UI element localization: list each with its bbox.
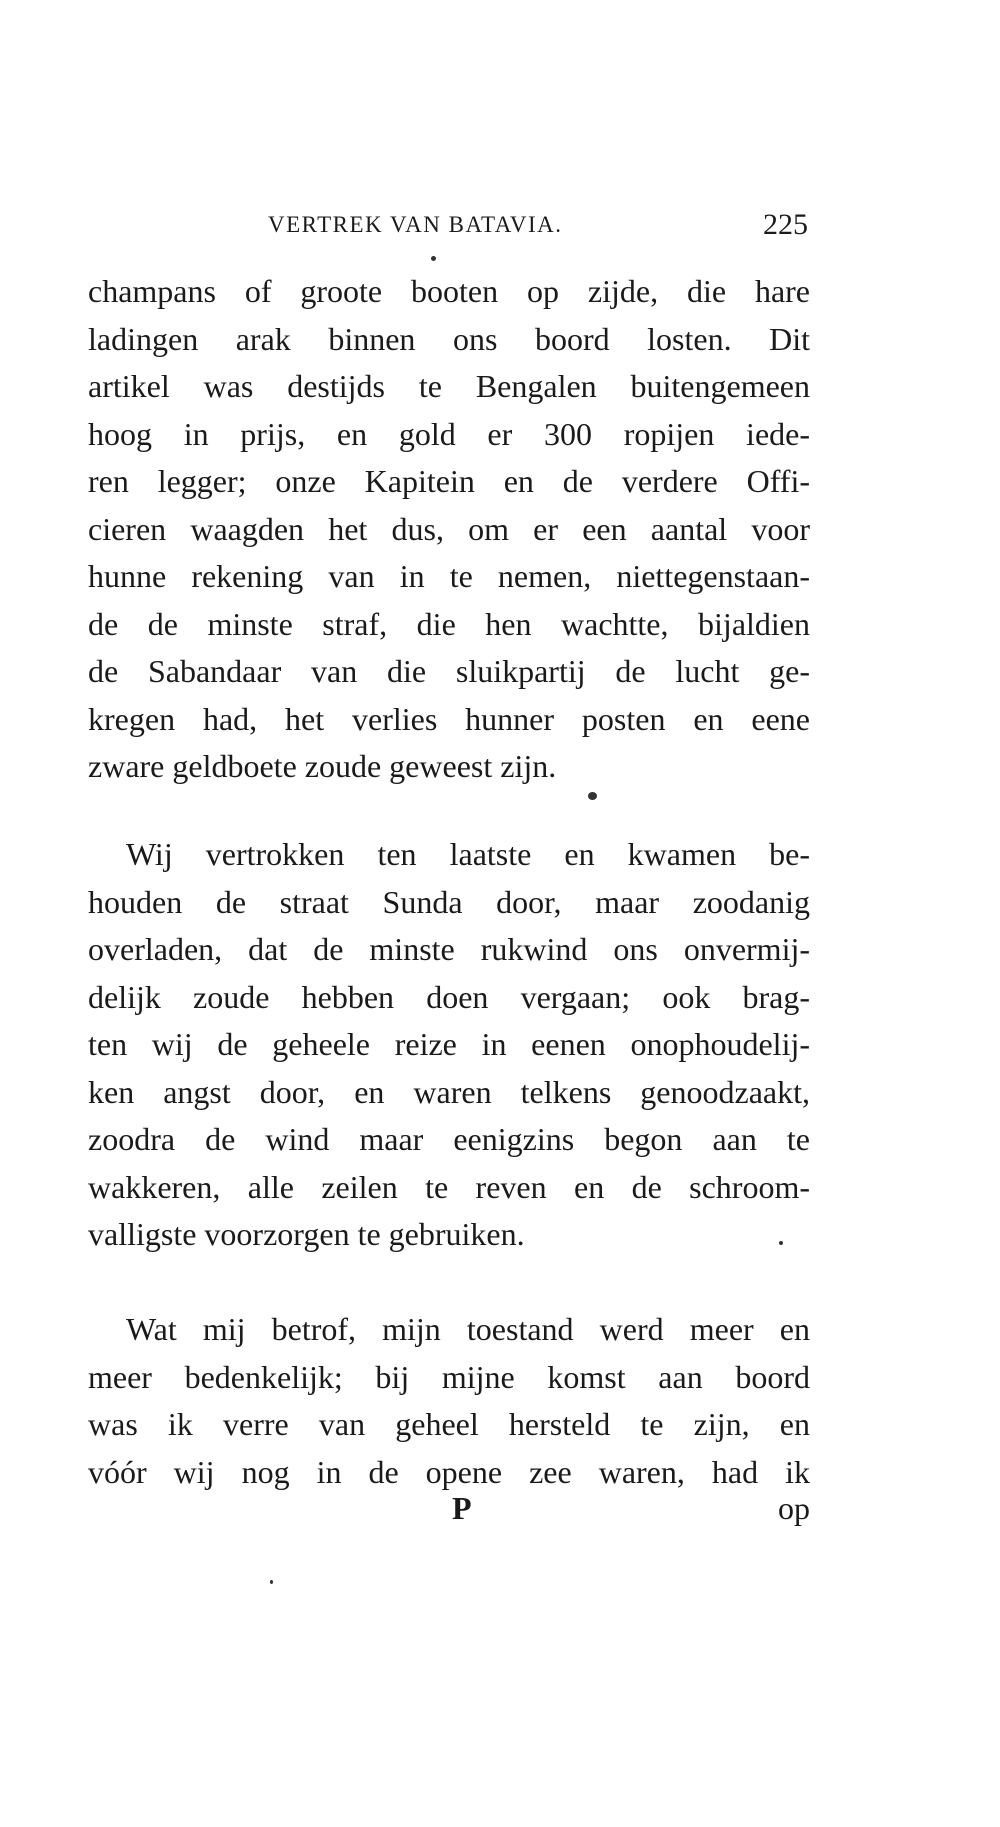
text-line: de de minste straf, die hen wachtte, bijaldien <box>88 605 810 642</box>
print-speck <box>779 1241 783 1245</box>
text-line: ten wij de geheele reize in eenen onophoudelij- <box>88 1026 810 1062</box>
text-line: overladen, dat de minste rukwind ons onvermij- <box>88 931 810 967</box>
text-line: hoog in prijs, en gold er 300 ropijen iede- <box>88 415 810 452</box>
signature-mark: P <box>452 1490 472 1526</box>
text-line: ladingen arak binnen ons boord losten. Dit <box>88 320 810 357</box>
text-line: artikel was destijds te Bengalen buitengemeen <box>88 368 810 404</box>
text-line: de Sabandaar van die sluikpartij de lucht ge- <box>88 653 810 689</box>
text-line: was ik verre van geheel hersteld te zijn, en <box>88 1406 810 1442</box>
catchword: op <box>778 1490 810 1526</box>
text-line: ren legger; onze Kapitein en de verdere Offi- <box>88 463 810 499</box>
text-line: ken angst door, en waren telkens genoodzaakt, <box>88 1073 810 1110</box>
page-footer <box>88 1490 810 1540</box>
print-speck <box>588 792 597 800</box>
text-line: zware geldboete zoude geweest zijn. <box>88 748 557 784</box>
page-number: 225 <box>763 208 808 241</box>
text-line: wakkeren, alle zeilen te reven en de schroom- <box>88 1168 810 1205</box>
text-line: champans of groote booten op zijde, die hare <box>88 273 810 309</box>
print-speck <box>270 1580 273 1584</box>
text-line: meer bedenkelijk; bij mijne komst aan boord <box>88 1358 810 1395</box>
text-line: Wat mij betrof, mijn toestand werd meer en <box>126 1311 810 1347</box>
running-head: VERTREK VAN BATAVIA. <box>268 212 563 237</box>
paragraph-2 <box>88 831 810 1259</box>
page-header <box>88 208 818 252</box>
text-line: delijk zoude hebben doen vergaan; ook brag- <box>88 978 810 1015</box>
text-line: hunne rekening van in te nemen, niettegenstaan- <box>88 558 810 594</box>
text-line: zoodra de wind maar eenigzins begon aan te <box>88 1121 810 1157</box>
text-line: houden de straat Sunda door, maar zoodanig <box>88 883 810 920</box>
text-line: kregen had, het verlies hunner posten en eene <box>88 700 810 737</box>
paragraph-1 <box>88 268 810 791</box>
text-line: valligste voorzorgen te gebruiken. <box>88 1216 525 1252</box>
text-line: cieren waagden het dus, om er een aantal voor <box>88 510 810 547</box>
paragraph-3 <box>88 1306 810 1496</box>
text-line: vóór wij nog in de opene zee waren, had ik <box>88 1453 810 1490</box>
text-line: Wij vertrokken ten laatste en kwamen be- <box>126 836 810 872</box>
print-speck <box>431 256 436 261</box>
